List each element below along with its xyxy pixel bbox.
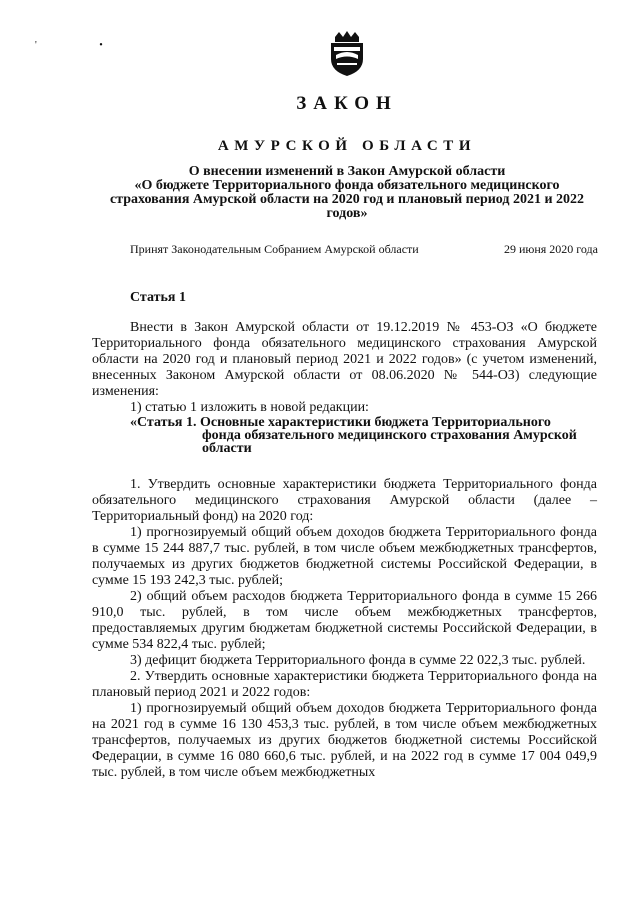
article-heading: Статья 1 bbox=[130, 290, 186, 305]
law-body bbox=[92, 320, 597, 781]
paragraph-1: 1. Утвердить основные характеристики бюджета Территориального фонда обязательного медицинского страхования Амурской области (далее – Территориальный фонд) на 2020 год: bbox=[92, 477, 597, 524]
paragraph-2-1: 1) прогнозируемый общий объем доходов бюджета Территориального фонда на 2021 год в сумме 16 130 453,3 тыс. рублей, в том числе объем межбюджетных трансфертов, получаемых из других бюджетов бюджетной системы Российской Федерации, в сумме 16 080 660,6 тыс. рублей, и на 2022 год в сумме 17 004 049,9 тыс. рублей, в том числе объем межбюджетных bbox=[92, 701, 597, 780]
subject-line-1: О внесении изменений в Закон Амурской области bbox=[188, 164, 506, 179]
emblem-icon bbox=[327, 29, 367, 77]
law-subject bbox=[95, 165, 599, 221]
paragraph-1-3: 3) дефицит бюджета Территориального фонда в сумме 22 022,3 тыс. рублей. bbox=[130, 653, 586, 668]
amended-article-heading bbox=[92, 416, 597, 455]
amended-heading-rest: фонда обязательного медицинского страхования Амурской области bbox=[202, 428, 577, 456]
intro-paragraph: Внести в Закон Амурской области от 19.12.2019 № 453-ОЗ «О бюджете Территориального фонда обязательного медицинского страхования Амурской области на 2020 год и плановый период 2021 и 2022 годов» (с учетом изменений, внесенных Законом Амурской области от 08.06.2020 № 544-ОЗ) следующие изменения: bbox=[92, 320, 597, 399]
amended-heading-start: «Статья 1. Основные характеристики бюджета Территориального bbox=[130, 415, 551, 430]
paragraph-2: 2. Утвердить основные характеристики бюджета Территориального фонда на плановый период 2021 и 2022 годов: bbox=[92, 669, 597, 700]
scan-marks: ' • bbox=[35, 40, 133, 51]
document-title: ЗАКОН bbox=[296, 93, 398, 114]
region-heading: АМУРСКОЙ ОБЛАСТИ bbox=[217, 138, 477, 154]
subject-line-2: «О бюджете Территориального фонда обязательного медицинского страхования Амурской области на 2020 год и плановый период 2021 и 2022 годов» bbox=[109, 178, 585, 221]
item-1: 1) статью 1 изложить в новой редакции: bbox=[130, 400, 369, 415]
paragraph-1-2: 2) общий объем расходов бюджета Территориального фонда в сумме 15 266 910,0 тыс. рублей, в том числе объем межбюджетных трансфертов, предоставляемых другим бюджетам бюджетной системы Российской Федерации, в сумме 534 822,4 тыс. рублей; bbox=[92, 589, 597, 652]
adopted-by: Принят Законодательным Собранием Амурской области bbox=[130, 242, 419, 256]
paragraph-1-1: 1) прогнозируемый общий объем доходов бюджета Территориального фонда в сумме 15 244 887,7 тыс. рублей, в том числе объем межбюджетных трансфертов, получаемых из других бюджетов бюджетной системы Российской Федерации, в сумме 15 193 242,3 тыс. рублей; bbox=[92, 525, 597, 588]
adopted-date: 29 июня 2020 года bbox=[503, 242, 598, 256]
